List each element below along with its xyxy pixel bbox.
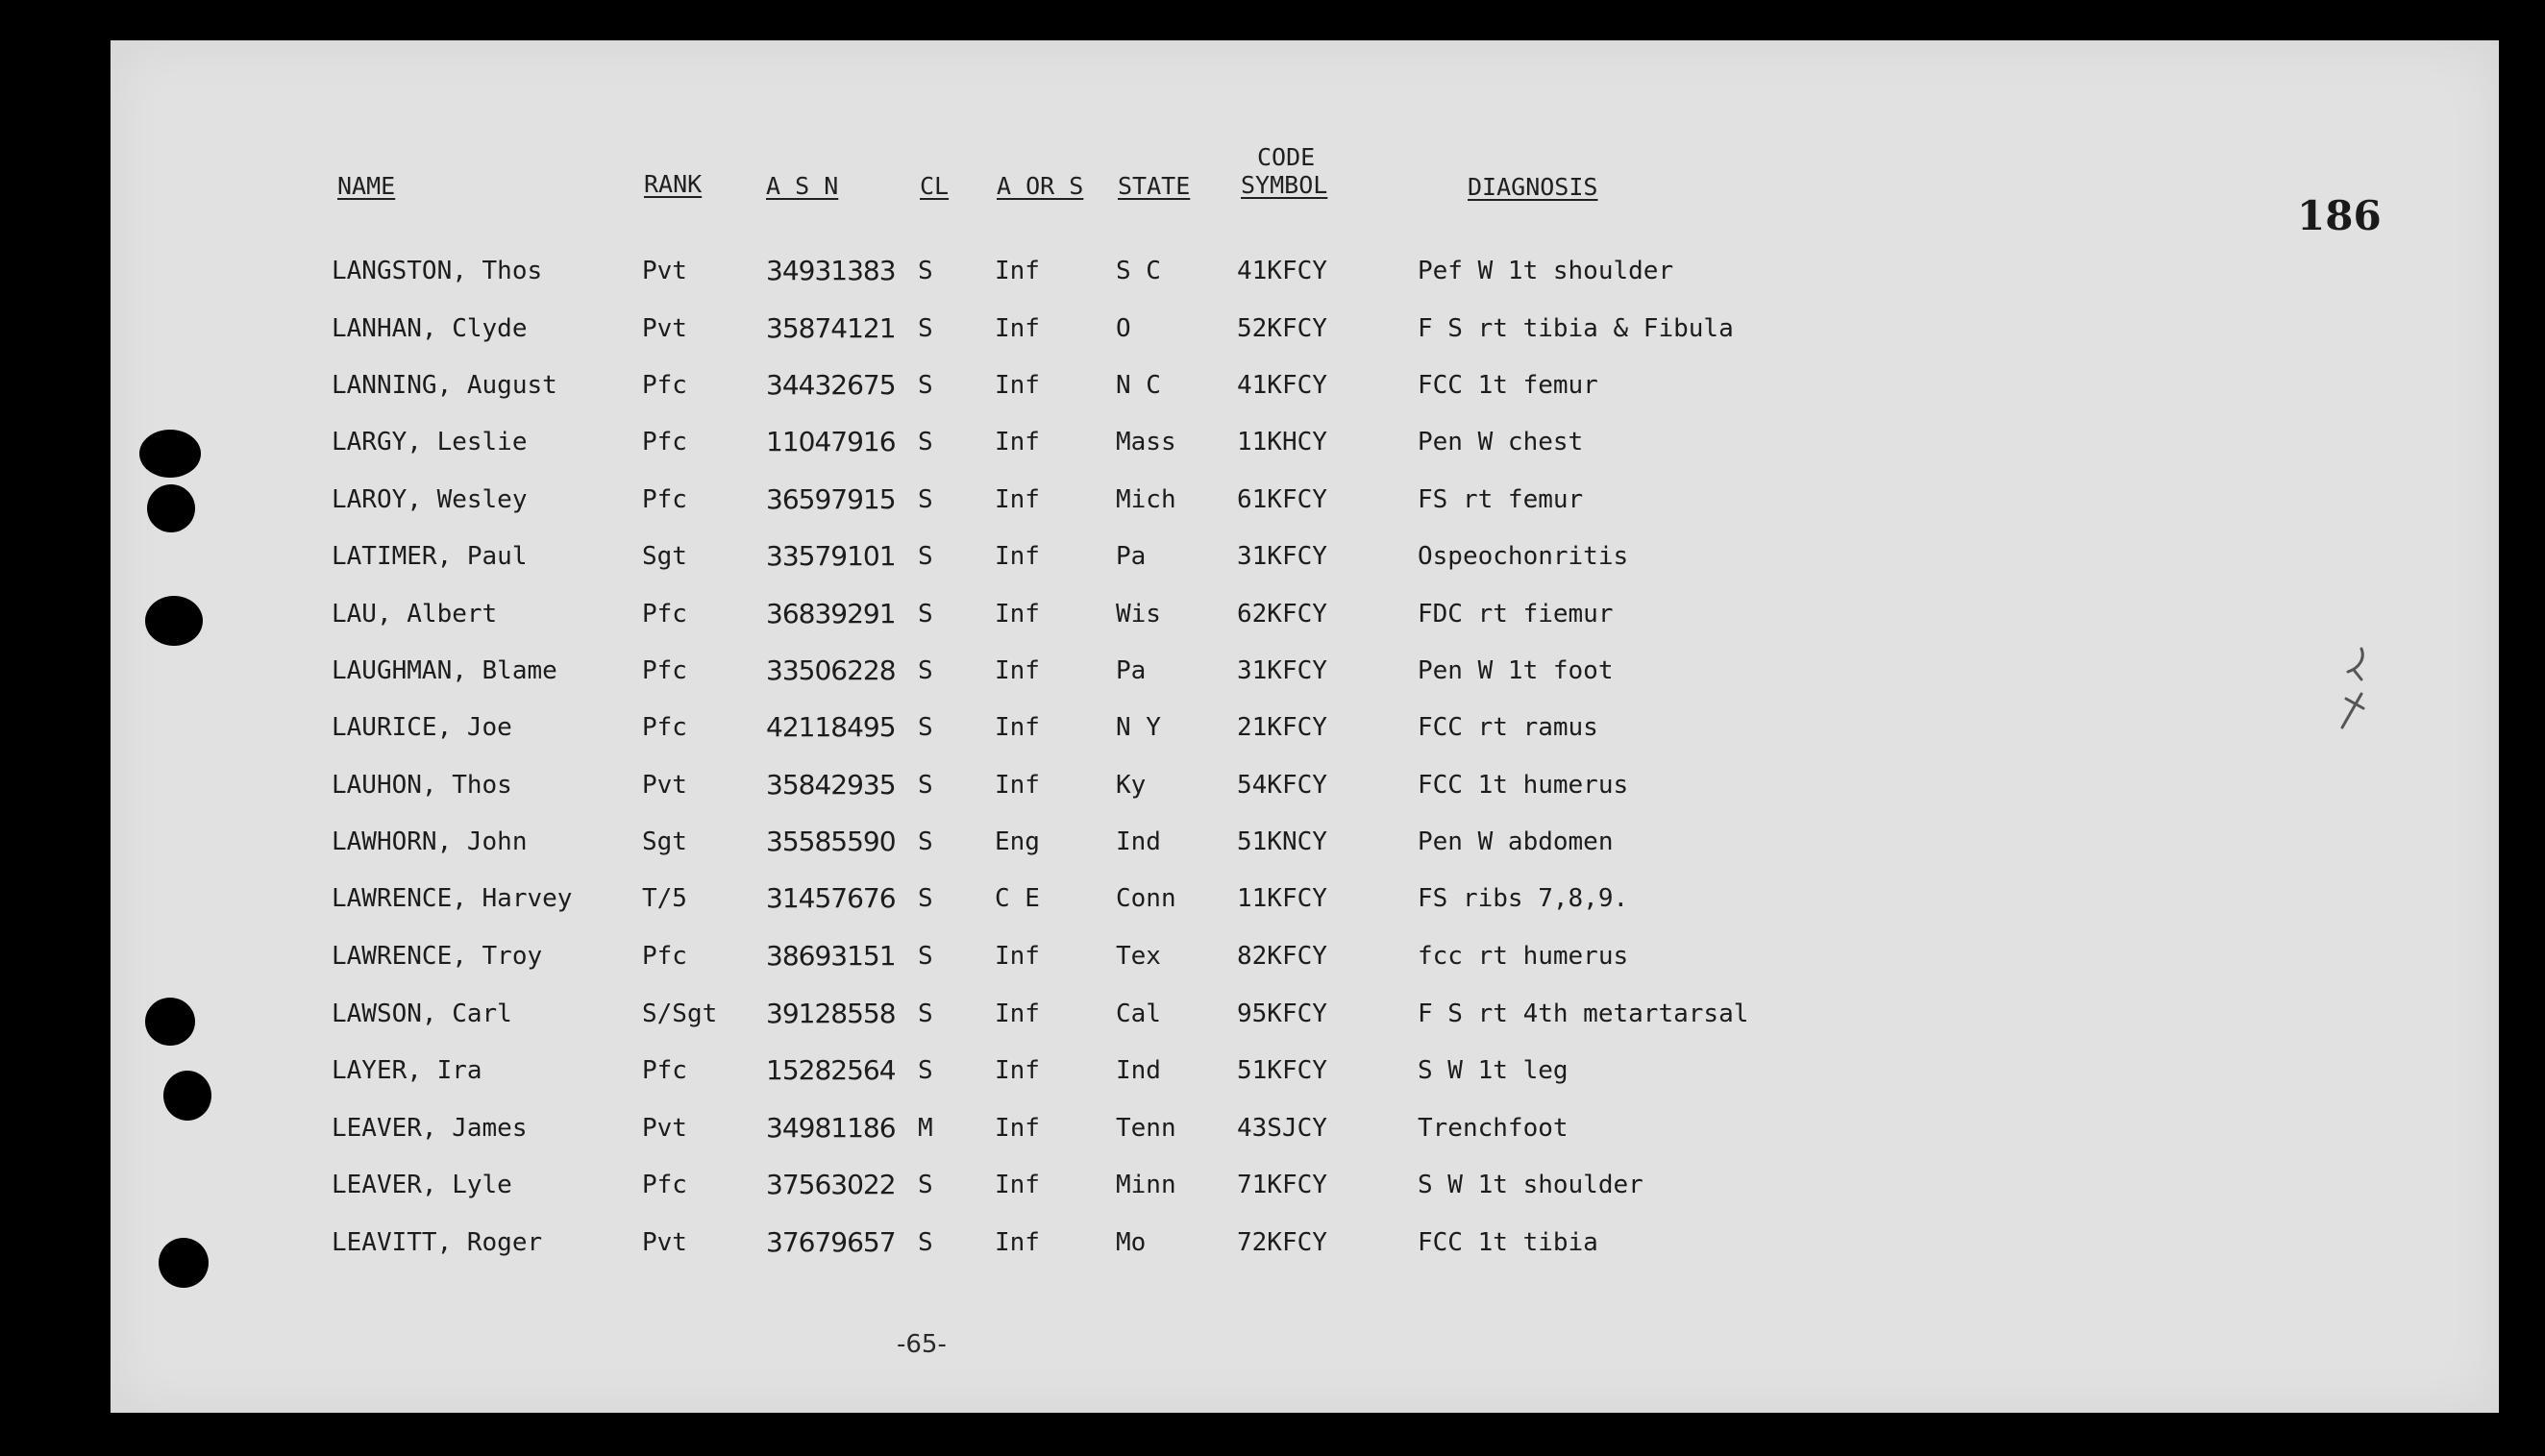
- cell-name: LAURICE, Joe: [332, 713, 512, 742]
- cell-diagnosis: FCC 1t femur: [1418, 371, 1598, 400]
- cell-cl: S: [918, 771, 933, 800]
- cell-state: Ky: [1116, 771, 1147, 800]
- cell-a-or-s: C E: [995, 884, 1040, 913]
- cell-a-or-s: Inf: [995, 428, 1040, 457]
- cell-diagnosis: Ospeochonritis: [1418, 542, 1629, 571]
- cell-diagnosis: FCC 1t tibia: [1418, 1228, 1598, 1257]
- cell-state: Ind: [1116, 827, 1161, 856]
- cell-asn: 34981186: [766, 1112, 896, 1144]
- cell-code-symbol: 51KNCY: [1237, 827, 1327, 856]
- cell-asn: 33579101: [766, 540, 896, 572]
- cell-asn: 33506228: [766, 654, 896, 686]
- cell-diagnosis: FCC 1t humerus: [1418, 771, 1629, 800]
- cell-cl: S: [918, 1056, 933, 1085]
- cell-a-or-s: Inf: [995, 257, 1040, 285]
- cell-code-symbol: 21KFCY: [1237, 713, 1327, 742]
- cell-code-symbol: 43SJCY: [1237, 1114, 1327, 1143]
- cell-diagnosis: fcc rt humerus: [1418, 942, 1629, 971]
- cell-name: LANGSTON, Thos: [332, 257, 543, 285]
- cell-diagnosis: Trenchfoot: [1418, 1114, 1569, 1143]
- cell-a-or-s: Eng: [995, 827, 1040, 856]
- cell-name: LAWHORN, John: [332, 827, 528, 856]
- cell-code-symbol: 95KFCY: [1237, 999, 1327, 1028]
- table-row: [111, 1112, 2499, 1150]
- cell-code-symbol: 71KFCY: [1237, 1171, 1327, 1199]
- cell-rank: Pfc: [642, 428, 687, 457]
- cell-name: LAUGHMAN, Blame: [332, 656, 557, 685]
- cell-code-symbol: 11KFCY: [1237, 884, 1327, 913]
- cell-a-or-s: Inf: [995, 713, 1040, 742]
- table-row: [111, 654, 2499, 693]
- cell-name: LAROY, Wesley: [332, 485, 528, 514]
- table-row: [111, 1169, 2499, 1207]
- cell-asn: 37563022: [766, 1169, 896, 1200]
- table-row: [111, 998, 2499, 1036]
- cell-state: Mo: [1116, 1228, 1147, 1257]
- cell-cl: S: [918, 257, 933, 285]
- table-row: [111, 1226, 2499, 1265]
- cell-name: LEAVER, James: [332, 1114, 528, 1143]
- handwritten-mark: [2333, 641, 2371, 737]
- cell-asn: 39128558: [766, 998, 896, 1029]
- cell-a-or-s: Inf: [995, 656, 1040, 685]
- header-asn: A S N: [766, 172, 839, 200]
- cell-rank: Pfc: [642, 1171, 687, 1199]
- cell-diagnosis: FS ribs 7,8,9.: [1418, 884, 1629, 913]
- cell-state: Mass: [1116, 428, 1176, 457]
- cell-code-symbol: 52KFCY: [1237, 314, 1327, 343]
- cell-cl: M: [918, 1114, 933, 1143]
- cell-name: LARGY, Leslie: [332, 428, 528, 457]
- cell-asn: 38693151: [766, 940, 896, 972]
- cell-diagnosis: S W 1t leg: [1418, 1056, 1569, 1085]
- header-diagnosis: DIAGNOSIS: [1468, 173, 1598, 201]
- table-row: [111, 882, 2499, 921]
- cell-name: LAWRENCE, Troy: [332, 942, 543, 971]
- cell-rank: Pfc: [642, 600, 687, 629]
- cell-cl: S: [918, 485, 933, 514]
- cell-state: Mich: [1116, 485, 1176, 514]
- cell-rank: Pfc: [642, 371, 687, 400]
- cell-name: LANHAN, Clyde: [332, 314, 528, 343]
- cell-rank: T/5: [642, 884, 687, 913]
- cell-name: LAUHON, Thos: [332, 771, 512, 800]
- cell-diagnosis: FS rt femur: [1418, 485, 1584, 514]
- cell-a-or-s: Inf: [995, 1114, 1040, 1143]
- cell-a-or-s: Inf: [995, 600, 1040, 629]
- table-row: [111, 826, 2499, 864]
- cell-asn: 35842935: [766, 769, 896, 801]
- cell-a-or-s: Inf: [995, 999, 1040, 1028]
- cell-diagnosis: FCC rt ramus: [1418, 713, 1598, 742]
- cell-code-symbol: 61KFCY: [1237, 485, 1327, 514]
- cell-rank: S/Sgt: [642, 999, 718, 1028]
- cell-cl: S: [918, 542, 933, 571]
- cell-name: LEAVER, Lyle: [332, 1171, 512, 1199]
- cell-name: LATIMER, Paul: [332, 542, 528, 571]
- header-code: CODE: [1257, 143, 1316, 171]
- cell-cl: S: [918, 827, 933, 856]
- table-row: [111, 769, 2499, 807]
- cell-diagnosis: Pen W abdomen: [1418, 827, 1614, 856]
- table-row: [111, 940, 2499, 978]
- cell-a-or-s: Inf: [995, 771, 1040, 800]
- cell-asn: 35874121: [766, 312, 896, 344]
- table-row: [111, 598, 2499, 636]
- cell-asn: 34432675: [766, 369, 896, 401]
- header-name: NAME: [337, 172, 396, 200]
- cell-diagnosis: FDC rt fiemur: [1418, 600, 1614, 629]
- page-number: 186: [2297, 192, 2382, 239]
- cell-asn: 15282564: [766, 1054, 896, 1086]
- header-state: STATE: [1118, 172, 1191, 200]
- cell-state: Ind: [1116, 1056, 1161, 1085]
- cell-state: Wis: [1116, 600, 1161, 629]
- cell-a-or-s: Inf: [995, 942, 1040, 971]
- table-row: [111, 711, 2499, 750]
- cell-cl: S: [918, 314, 933, 343]
- cell-asn: 35585590: [766, 826, 896, 857]
- cell-asn: 36839291: [766, 598, 896, 629]
- cell-cl: S: [918, 884, 933, 913]
- cell-rank: Pvt: [642, 1114, 687, 1143]
- cell-rank: Pfc: [642, 1056, 687, 1085]
- cell-state: Conn: [1116, 884, 1176, 913]
- cell-state: Pa: [1116, 656, 1147, 685]
- cell-a-or-s: Inf: [995, 1171, 1040, 1199]
- cell-state: Tex: [1116, 942, 1161, 971]
- table-row: [111, 255, 2499, 293]
- cell-a-or-s: Inf: [995, 314, 1040, 343]
- table-row: [111, 483, 2499, 522]
- cell-state: Minn: [1116, 1171, 1176, 1199]
- header-symbol: SYMBOL: [1241, 171, 1328, 199]
- cell-asn: 31457676: [766, 882, 896, 914]
- cell-a-or-s: Inf: [995, 371, 1040, 400]
- cell-asn: 34931383: [766, 255, 896, 286]
- cell-state: O: [1116, 314, 1131, 343]
- cell-rank: Sgt: [642, 542, 687, 571]
- cell-a-or-s: Inf: [995, 542, 1040, 571]
- cell-code-symbol: 41KFCY: [1237, 371, 1327, 400]
- table-row: [111, 312, 2499, 351]
- cell-code-symbol: 62KFCY: [1237, 600, 1327, 629]
- cell-diagnosis: Pef W 1t shoulder: [1418, 257, 1674, 285]
- table-row: [111, 369, 2499, 407]
- cell-state: N C: [1116, 371, 1161, 400]
- cell-rank: Pvt: [642, 257, 687, 285]
- cell-cl: S: [918, 371, 933, 400]
- cell-state: S C: [1116, 257, 1161, 285]
- cell-cl: S: [918, 1171, 933, 1199]
- cell-rank: Pfc: [642, 485, 687, 514]
- cell-code-symbol: 72KFCY: [1237, 1228, 1327, 1257]
- cell-rank: Pfc: [642, 713, 687, 742]
- header-cl: CL: [920, 172, 950, 200]
- cell-name: LAYER, Ira: [332, 1056, 482, 1085]
- cell-state: Tenn: [1116, 1114, 1176, 1143]
- cell-name: LANNING, August: [332, 371, 557, 400]
- cell-code-symbol: 31KFCY: [1237, 656, 1327, 685]
- cell-asn: 36597915: [766, 483, 896, 515]
- table-row: [111, 426, 2499, 464]
- cell-cl: S: [918, 600, 933, 629]
- cell-code-symbol: 82KFCY: [1237, 942, 1327, 971]
- cell-state: N Y: [1116, 713, 1161, 742]
- cell-cl: S: [918, 428, 933, 457]
- footer-page-number: -65-: [897, 1330, 947, 1359]
- cell-diagnosis: Pen W 1t foot: [1418, 656, 1614, 685]
- cell-diagnosis: F S rt tibia & Fibula: [1418, 314, 1734, 343]
- cell-asn: 37679657: [766, 1226, 896, 1258]
- cell-code-symbol: 11KHCY: [1237, 428, 1327, 457]
- record-table: [111, 40, 2499, 1413]
- cell-cl: S: [918, 1228, 933, 1257]
- cell-a-or-s: Inf: [995, 485, 1040, 514]
- cell-diagnosis: F S rt 4th metartarsal: [1418, 999, 1749, 1028]
- cell-asn: 42118495: [766, 711, 896, 743]
- cell-name: LEAVITT, Roger: [332, 1228, 543, 1257]
- cell-cl: S: [918, 713, 933, 742]
- cell-rank: Sgt: [642, 827, 687, 856]
- cell-diagnosis: S W 1t shoulder: [1418, 1171, 1643, 1199]
- cell-rank: Pvt: [642, 771, 687, 800]
- table-row: [111, 540, 2499, 579]
- cell-rank: Pvt: [642, 314, 687, 343]
- cell-code-symbol: 54KFCY: [1237, 771, 1327, 800]
- cell-code-symbol: 31KFCY: [1237, 542, 1327, 571]
- header-rank: RANK: [644, 170, 703, 198]
- cell-diagnosis: Pen W chest: [1418, 428, 1584, 457]
- cell-name: LAWRENCE, Harvey: [332, 884, 573, 913]
- cell-cl: S: [918, 656, 933, 685]
- document-page: [111, 40, 2499, 1413]
- cell-code-symbol: 41KFCY: [1237, 257, 1327, 285]
- cell-a-or-s: Inf: [995, 1228, 1040, 1257]
- cell-rank: Pfc: [642, 656, 687, 685]
- cell-name: LAWSON, Carl: [332, 999, 512, 1028]
- cell-state: Pa: [1116, 542, 1147, 571]
- cell-name: LAU, Albert: [332, 600, 498, 629]
- header-a-or-s: A OR S: [997, 172, 1084, 200]
- cell-code-symbol: 51KFCY: [1237, 1056, 1327, 1085]
- cell-rank: Pvt: [642, 1228, 687, 1257]
- cell-state: Cal: [1116, 999, 1161, 1028]
- cell-rank: Pfc: [642, 942, 687, 971]
- cell-cl: S: [918, 942, 933, 971]
- cell-cl: S: [918, 999, 933, 1028]
- cell-asn: 11047916: [766, 426, 896, 457]
- cell-a-or-s: Inf: [995, 1056, 1040, 1085]
- table-row: [111, 1054, 2499, 1093]
